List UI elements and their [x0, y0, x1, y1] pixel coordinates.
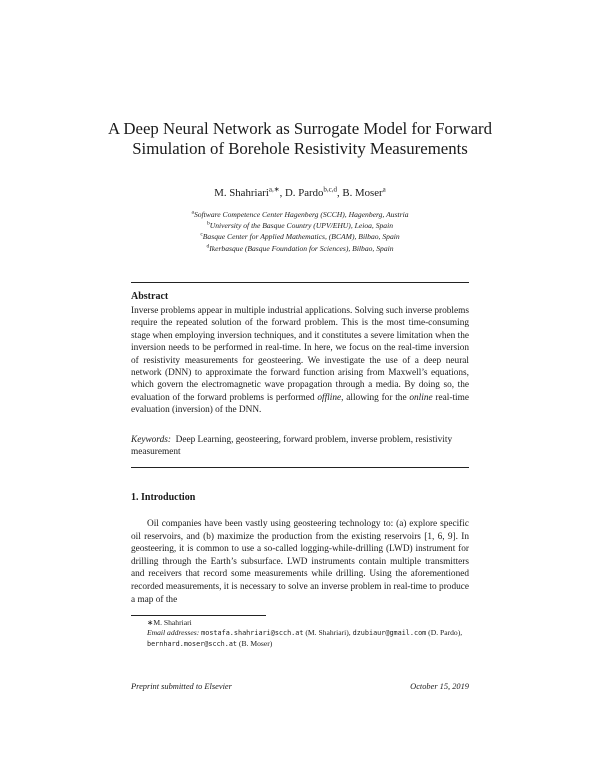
footnote [131, 618, 469, 649]
preprint-note: Preprint submitted to Elsevier [131, 682, 232, 691]
affiliation-mark: b [206, 220, 210, 227]
preprint-date: October 15, 2019 [410, 682, 469, 691]
corresponding-author-note: ∗M. Shahriari [147, 618, 192, 627]
affiliation-mark: d [206, 243, 210, 250]
author-affil-mark: a,∗ [268, 185, 280, 194]
author-name: M. Shahriari [214, 187, 269, 199]
abstract-emphasis: online [409, 392, 433, 403]
affiliation-mark: c [200, 231, 203, 238]
keywords [131, 434, 469, 459]
author-affil-mark: a [382, 185, 386, 194]
email-link[interactable]: bernhard.moser@scch.at [147, 639, 238, 648]
affiliation-text: Ikerbasque (Basque Foundation for Sciences), Bilbao, Spain [209, 243, 394, 253]
affiliation-text: Basque Center for Applied Mathematics, (BCAM), Bilbao, Spain [202, 232, 400, 242]
footnote-rule [131, 615, 266, 616]
affiliation-text: Software Competence Center Hagenberg (SCCH), Hagenberg, Austria [193, 210, 409, 219]
email-owner: (D. Pardo), [426, 628, 463, 638]
affiliation-list [100, 209, 500, 254]
email-label: Email addresses: [147, 628, 200, 638]
affiliation-mark: a [191, 209, 194, 216]
affiliation-text: University of the Basque Country (UPV/EHU), Leioa, Spain [209, 221, 394, 231]
email-link[interactable]: mostafa.shahriari@scch.at [201, 629, 304, 638]
abstract-top-rule [131, 282, 469, 283]
abstract-emphasis: offline [317, 392, 342, 403]
author-list [100, 187, 500, 200]
affiliation [100, 209, 500, 220]
section-paragraph: Oil companies have been vastly using geosteering technology to: (a) explore specific oil reservoirs, and (b) maximize the production from the existing reservoirs [1, 6, 9]. In geosteering, it is common to use a so-called logging-while-drilling (LWD) instrument for drilling through the Earth’s subsurface. LWD instruments contain multiple transmitters and receivers that record some measurements while drilling. Using the aforementioned recorded measurements, it is necessary to solve an inverse problem in real-time to produce a map of the [131, 519, 469, 605]
abstract-bottom-rule [131, 467, 469, 468]
affiliation [100, 243, 500, 254]
email-link[interactable]: dzubiaur@gmail.com [352, 629, 427, 638]
keywords-label: Keywords: [131, 435, 171, 445]
author-affil-mark: b,c,d [323, 185, 337, 194]
email-owner: (M. Shahriari), [303, 628, 353, 638]
email-owner: (B. Moser) [237, 638, 273, 648]
abstract-text-part: , allowing for the [341, 392, 410, 403]
abstract-text-part: Inverse problems appear in multiple industrial applications. Solving such inverse problems require the repeated solution of the forward problem. This is the most time-consuming stage when employing inversion techniques, and it constitutes a severe limitation when the inversion needs to be performed in real-time. In here, we focus on the real-time inversion of resistivity measurements for geosteering. We investigate the use of a deep neural network (DNN) to approximate the forward function arising from Maxwell’s equations, which govern the electromagnetic wave propagation through a media. By doing so, the evaluation of the forward problems is performed [131, 306, 469, 403]
abstract-heading: Abstract [131, 291, 169, 302]
author-separator: , [337, 187, 343, 199]
author-name: D. Pardo [285, 187, 324, 199]
abstract-text-part: real-time evaluation (inversion) of the DNN. [131, 392, 469, 416]
affiliation [100, 231, 500, 242]
author-name: B. Moser [342, 187, 383, 199]
author-separator: , [279, 187, 285, 199]
affiliation [100, 220, 500, 231]
email-addresses [131, 628, 469, 649]
section-heading: 1. Introduction [131, 492, 196, 503]
abstract-text [131, 305, 469, 417]
paper-title: A Deep Neural Network as Surrogate Model for Forward Simulation of Borehole Resistivity Measurements [108, 119, 492, 158]
keywords-text: Deep Learning, geosteering, forward problem, inverse problem, resistivity measurement [131, 435, 453, 458]
